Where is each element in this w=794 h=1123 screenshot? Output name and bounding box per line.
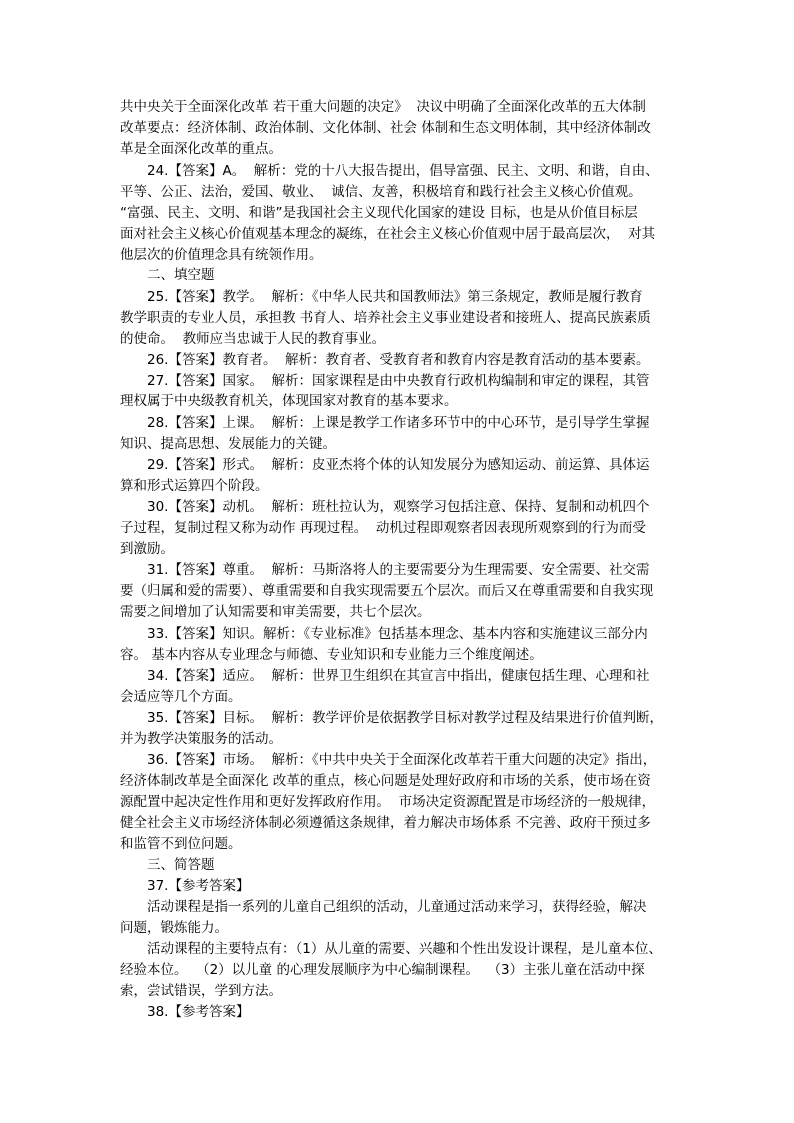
text-line: 26.【答案】教育者。 解析：教育者、受教育者和教育内容是教育活动的基本要素。	[147, 352, 650, 368]
section-heading: 三、简答题	[147, 857, 215, 873]
text-line: 27.【答案】国家。 解析：国家课程是由中央教育行政机构编制和审定的课程，其管	[147, 373, 650, 389]
text-line: 要（归属和爱的需要）、尊重需要和自我实现需要五个层次。而后又在尊重需要和自我实现	[120, 583, 654, 599]
text-line: 索，尝试错误，学到方法。	[120, 983, 282, 999]
text-line: 的使命。 教师应当忠诚于人民的教育事业。	[120, 331, 386, 347]
text-line: 革是全面深化改革的重点。	[120, 141, 282, 157]
text-line: 需要之间增加了认知需要和审美需要，共七个层次。	[120, 604, 431, 620]
text-line: 活动课程是指一系列的儿童自己组织的活动，儿童通过活动来学习，获得经验，解决	[147, 899, 647, 915]
text-line: 经验本位。 （2）以儿童 的心理发展顺序为中心编制课程。 （3）主张儿童在活动中探	[120, 962, 645, 978]
text-line: 源配置中起决定性作用和更好发挥政府作用。 市场决定资源配置是市场经济的一般规律，	[120, 794, 656, 810]
text-line: 38.【参考答案】	[147, 1004, 250, 1020]
text-line: 改革要点：经济体制、政治体制、文化体制、社会 体制和生态文明体制，其中经济体制改	[120, 120, 651, 136]
text-line: 问题，锻炼能力。	[120, 920, 228, 936]
text-line: 平等、公正、法治，爱国、敬业、 诚信、友善，积极培育和践行社会主义核心价值观。	[120, 184, 642, 200]
text-line: 并为教学决策服务的活动。	[120, 731, 282, 747]
text-line: 到激励。	[120, 541, 174, 557]
text-line: 经济体制改革是全面深化 改革的重点，核心问题是处理好政府和市场的关系，使市场在资	[120, 773, 651, 789]
text-line: 面对社会主义核心价值观基本理念的凝练，在社会主义核心价值观中居于最高层次， 对其	[120, 226, 656, 242]
text-line: 37.【参考答案】	[147, 878, 250, 894]
text-line: 活动课程的主要特点有：（1）从儿童的需要、兴趣和个性出发设计课程，是儿童本位、	[147, 941, 662, 957]
text-line: 28.【答案】上课。 解析：上课是教学工作诸多环节中的中心环节，是引导学生掌握	[147, 415, 650, 431]
text-line: 共中央关于全面深化改革 若干重大问题的决定》 决议中明确了全面深化改革的五大体制	[120, 99, 646, 115]
text-line: 健全社会主义市场经济体制必须遵循这条规律，着力解决市场体系 不完善、政府干预过多	[120, 815, 651, 831]
text-line: 33.【答案】知识。解析：《专业标准》包括基本理念、基本内容和实施建议三部分内	[147, 626, 648, 642]
text-line: 理权属于中央级教育机关，体现国家对教育的基本要求。	[120, 393, 458, 409]
text-line: 和监管不到位问题。	[120, 836, 242, 852]
text-line: 24.【答案】A。 解析：党的十八大报告提出，倡导富强、民主、文明、和谐，自由、	[147, 163, 659, 179]
text-line: 会适应等几个方面。	[120, 689, 242, 705]
text-line: 算和形式运算四个阶段。	[120, 478, 269, 494]
text-line: 教学职责的专业人员，承担教 书育人、培养社会主义事业建设者和接班人、提高民族素质	[120, 310, 651, 326]
text-line: 容。 基本内容从专业理念与师德、专业知识和专业能力三个维度阐述。	[120, 647, 543, 663]
text-line: 36.【答案】市场。 解析：《中共中央关于全面深化改革若干重大问题的决定》指出，	[147, 752, 657, 768]
text-line: 他层次的价值理念具有统领作用。	[120, 247, 323, 263]
text-line: 34.【答案】适应。 解析：世界卫生组织在其宣言中指出，健康包括生理、心理和社	[147, 668, 650, 684]
text-line: “富强、民主、文明、和谐”是我国社会主义现代化国家的建设 目标，也是从价值目标层	[120, 205, 638, 221]
text-line: 25.【答案】教学。 解析：《中华人民共和国教师法》第三条规定，教师是履行教育	[147, 289, 643, 305]
text-line: 知识、提高思想、发展能力的关键。	[120, 436, 336, 452]
text-line: 30.【答案】动机。 解析：班杜拉认为，观察学习包括注意、保持、复制和动机四个	[147, 499, 650, 515]
section-heading: 二、填空题	[147, 267, 215, 283]
text-line: 子过程，复制过程又称为动作 再现过程。 动机过程即观察者因表现所观察到的行为而受	[120, 520, 646, 536]
text-line: 35.【答案】目标。 解析：教学评价是依据教学目标对教学过程及结果进行价值判断，	[147, 710, 664, 726]
text-line: 29.【答案】形式。 解析：皮亚杰将个体的认知发展分为感知运动、前运算、具体运	[147, 457, 650, 473]
text-line: 31.【答案】尊重。 解析：马斯洛将人的主要需要分为生理需要、安全需要、社交需	[147, 562, 650, 578]
